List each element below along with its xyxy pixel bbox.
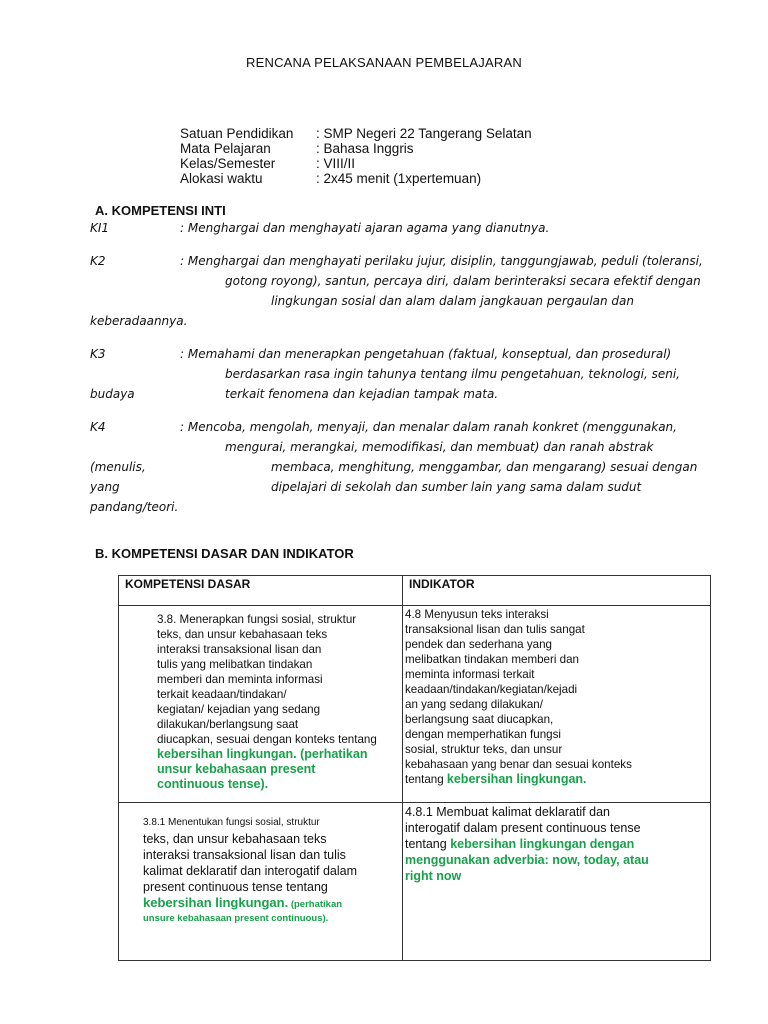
ki2-text: keberadaannya. xyxy=(90,314,188,328)
header-indikator: INDIKATOR xyxy=(403,576,711,606)
ind-line: 4.8 Menyusun teks interaksi xyxy=(405,608,549,621)
kd-line: interaksi transaksional lisan dan xyxy=(157,643,322,656)
kd-cell xyxy=(119,606,403,803)
identity-value: : 2x45 menit (1xpertemuan) xyxy=(316,171,482,186)
kd-line: teks, dan unsur kebahasaan teks xyxy=(157,628,328,641)
ind-line: pendek dan sederhana yang xyxy=(405,638,552,651)
identity-label: Satuan Pendidikan xyxy=(180,126,294,141)
document-title: RENCANA PELAKSANAAN PEMBELAJARAN xyxy=(246,55,522,70)
kd-line: teks, dan unsur kebahasaan teks xyxy=(143,832,327,846)
ind-line: meminta informasi terkait xyxy=(405,668,535,681)
kd-line: kegiatan/ kejadian yang sedang xyxy=(157,703,321,716)
kd-line xyxy=(143,895,398,913)
ki3-text: terkait fenomena dan kejadian tampak mata. xyxy=(225,387,499,401)
ki4-code: K4 xyxy=(90,420,106,434)
ki2-text: gotong royong), santun, percaya diri, dalam berinteraksi secara efektif dengan xyxy=(225,274,701,288)
ki2-text: : Menghargai dan menghayati perilaku jujur, disiplin, tanggungjawab, peduli (toleransi, xyxy=(180,254,703,268)
ind-line: an yang sedang dilakukan/ xyxy=(405,698,543,711)
table-header-row xyxy=(119,576,711,606)
ki4-text: mengurai, merangkai, memodifikasi, dan membuat) dan ranah abstrak xyxy=(225,440,654,454)
kd-line: terkait keadaan/tindakan/ xyxy=(157,688,287,701)
ind-green-text: kebersihan lingkungan dengan xyxy=(450,837,635,851)
kd-line: diucapkan, sesuai dengan konteks tentang xyxy=(157,733,377,746)
ind-line: melibatkan tindakan memberi dan xyxy=(405,653,580,666)
ind-line xyxy=(405,836,708,852)
ind-text: tentang xyxy=(405,837,451,851)
identity-value: : VIII/II xyxy=(316,156,356,171)
table-row xyxy=(119,803,711,961)
ki2-code: K2 xyxy=(90,254,106,268)
ind-green-line: right now xyxy=(405,869,462,883)
identity-value: : Bahasa Inggris xyxy=(316,141,414,156)
kd-green-line: continuous tense). xyxy=(157,777,269,791)
ki4-text: membaca, menghitung, menggambar, dan mengarang) sesuai dengan xyxy=(271,460,698,474)
kd-green-line: unsure kebahasaan present continuous). xyxy=(143,913,329,924)
ind-line: sosial, struktur teks, dan unsur xyxy=(405,743,563,756)
ki2-text: lingkungan sosial dan alam dalam jangkauan pergaulan dan xyxy=(271,294,635,308)
kd-line: tulis yang melibatkan tindakan xyxy=(157,658,313,671)
kd-line: dilakukan/berlangsung saat xyxy=(157,718,299,731)
ind-line: keadaan/tindakan/kegiatan/kejadi xyxy=(405,683,578,696)
ki3-text: berdasarkan rasa ingin tahunya tentang ilmu pengetahuan, teknologi, seni, xyxy=(225,367,680,381)
ki1-text: : Menghargai dan menghayati ajaran agama yang dianutnya. xyxy=(180,221,550,235)
section-b-heading: B. KOMPETENSI DASAR DAN INDIKATOR xyxy=(95,546,354,561)
ki3-text: budaya xyxy=(90,387,135,401)
kd-line: 3.8. Menerapkan fungsi sosial, struktur xyxy=(157,613,357,626)
ind-line: kebahasaan yang benar dan sesuai konteks xyxy=(405,758,632,771)
ki1-code: KI1 xyxy=(90,221,110,235)
ind-green-text: kebersihan lingkungan. xyxy=(446,772,587,786)
ind-line: berlangsung saat diucapkan, xyxy=(405,713,554,726)
ki3-text: : Memahami dan menerapkan pengetahuan (faktual, konseptual, dan prosedural) xyxy=(180,347,672,361)
identity-label: Alokasi waktu xyxy=(180,171,263,186)
ind-text: tentang xyxy=(405,773,447,786)
identity-value: : SMP Negeri 22 Tangerang Selatan xyxy=(316,126,532,141)
ind-green-line: menggunakan adverbia: now, today, atau xyxy=(405,853,649,867)
ki4-text: (menulis, xyxy=(90,460,146,474)
kd-green-text: kebersihan lingkungan. xyxy=(143,895,289,910)
table-row xyxy=(119,606,711,803)
kd-line: present continuous tense tentang xyxy=(143,880,328,894)
kd-line: interaksi transaksional lisan dan tulis xyxy=(143,848,346,862)
identity-label: Kelas/Semester xyxy=(180,156,276,171)
kd-text: 3.8.1 Menentukan fungsi sosial, struktur xyxy=(143,817,320,828)
kd-line: kalimat deklaratif dan interogatif dalam xyxy=(143,864,358,878)
ki4-text: dipelajari di sekolah dan sumber lain yang sama dalam sudut xyxy=(271,480,642,494)
kd-line: memberi dan meminta informasi xyxy=(157,673,323,686)
kd-green-line: unsur kebahasaan present xyxy=(157,762,316,776)
ind-line: interogatif dalam present continuous tense xyxy=(405,821,641,835)
section-a-heading: A. KOMPETENSI INTI xyxy=(95,203,226,218)
ki4-text: pandang/teori. xyxy=(90,500,179,514)
kd-line xyxy=(143,813,398,831)
ki3-code: K3 xyxy=(90,347,106,361)
kd-green-text: (perhatikan xyxy=(288,899,343,910)
ind-line xyxy=(405,772,708,787)
ki4-text: yang xyxy=(90,480,120,494)
ki4-text: : Mencoba, mengolah, menyaji, dan menalar dalam ranah konkret (menggunakan, xyxy=(180,420,677,434)
indikator-cell xyxy=(403,803,711,961)
ind-line: 4.8.1 Membuat kalimat deklaratif dan xyxy=(405,805,610,819)
kd-cell xyxy=(119,803,403,961)
competency-table xyxy=(118,575,711,961)
kd-green-line: kebersihan lingkungan. (perhatikan xyxy=(157,747,368,761)
ind-line: dengan memperhatikan fungsi xyxy=(405,728,561,741)
header-kompetensi-dasar: KOMPETENSI DASAR xyxy=(119,576,403,606)
ind-line: transaksional lisan dan tulis sangat xyxy=(405,623,585,636)
identity-label: Mata Pelajaran xyxy=(180,141,271,156)
indikator-cell xyxy=(403,606,711,803)
